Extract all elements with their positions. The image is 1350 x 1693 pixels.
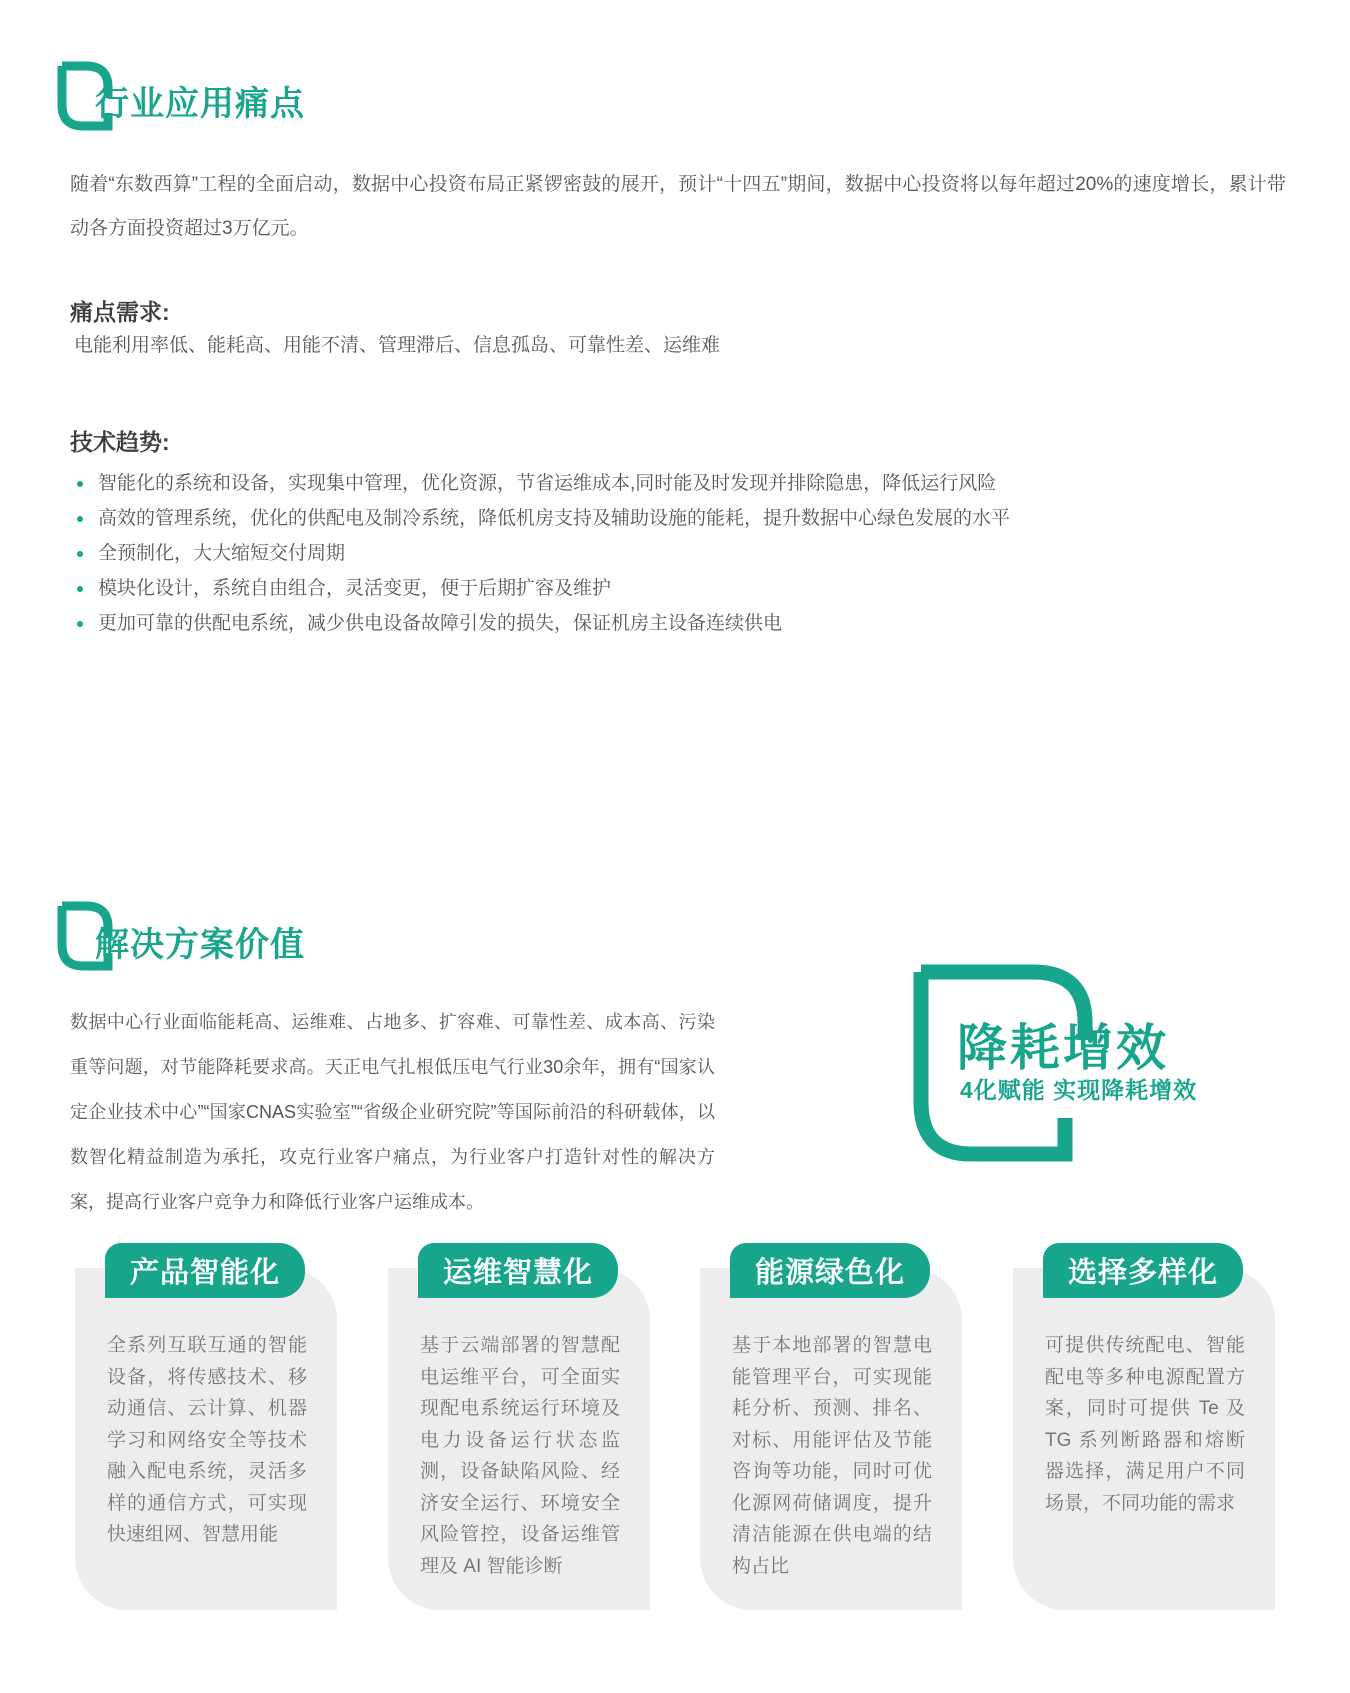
card-label: 选择多样化 [1068,1257,1219,1289]
card-header-badge [1043,1243,1243,1298]
card-header-badge [730,1243,930,1298]
intro-paragraph: 随着“东数西算”工程的全面启动，数据中心投资布局正紧锣密鼓的展开，预计“十四五”期间，数据中心投资将以每年超过20%的速度增长，累计带动各方面投资超过3万亿元。 [70,174,1286,239]
trend-item: 智能化的系统和设备，实现集中管理，优化资源，节省运维成本,同时能及时发现并排除隐患，降低运行风险 [70,466,1290,501]
card-text: 全系列互联互通的智能设备，将传感技术、移动通信、云计算、机器学习和网络安全等技术融入配电系统，灵活多样的通信方式，可实现快速组网、智慧用能 [107,1335,307,1545]
trend-heading: 技术趋势: [70,429,170,455]
card-header-badge [418,1243,618,1298]
card-smart-operation [388,1257,650,1610]
card-label: 产品智能化 [130,1257,281,1289]
trend-item: 模块化设计，系统自由组合，灵活变更，便于后期扩容及维护 [70,571,1290,606]
section-title-pain-points: 行业应用痛点 [95,85,305,123]
card-label: 运维智慧化 [443,1257,594,1289]
card-green-energy [700,1257,962,1610]
card-text: 基于云端部署的智慧配电运维平台，可全面实现配电系统运行环境及电力设备运行状态监测，设备缺陷风险、经济安全运行、环境安全风险管控，设备运维管理及 AI 智能诊断 [420,1335,620,1577]
solution-value-paragraph: 数据中心行业面临能耗高、运维难、占地多、扩容难、可靠性差、成本高、污染重等问题，对节能降耗要求高。天正电气扎根低压电气行业30余年，拥有“国家认定企业技术中心”“国家CNAS实验室”“省级企业研究院”等国际前沿的科研载体，以数智化精益制造为承托，攻克行业客户痛点，为行业客户打造针对性的解决方案，提高行业客户竞争力和降低行业客户运维成本。 [70,1012,715,1212]
trend-item: 全预制化，大大缩短交付周期 [70,536,1290,571]
highlight-title: 降耗增效 [957,1020,1169,1076]
card-product-intelligence [75,1257,337,1610]
card-diverse-choice [1013,1257,1275,1610]
trend-item: 高效的管理系统，优化的供配电及制冷系统，降低机房支持及辅助设施的能耗，提升数据中心绿色发展的水平 [70,501,1290,536]
highlight-subtitle: 4化赋能 实现降耗增效 [960,1077,1198,1103]
card-header-badge [105,1243,305,1298]
trend-item: 更加可靠的供配电系统，减少供电设备故障引发的损失，保证机房主设备连续供电 [70,606,1290,641]
trend-list [70,466,1290,641]
card-text: 可提供传统配电、智能配电等多种电源配置方案，同时可提供 Te 及 TG 系列断路器和熔断器选择，满足用户不同场景，不同功能的需求 [1045,1335,1245,1514]
section-title-solution-value: 解决方案价值 [95,926,305,964]
demand-heading: 痛点需求: [70,299,170,325]
card-text: 基于本地部署的智慧电能管理平台，可实现能耗分析、预测、排名、对标、用能评估及节能咨询等功能，同时可优化源网荷储调度，提升清洁能源在供电端的结构占比 [732,1335,932,1577]
demand-text: 电能利用率低、能耗高、用能不清、管理滞后、信息孤岛、可靠性差、运维难 [74,335,721,356]
card-label: 能源绿色化 [755,1257,906,1289]
